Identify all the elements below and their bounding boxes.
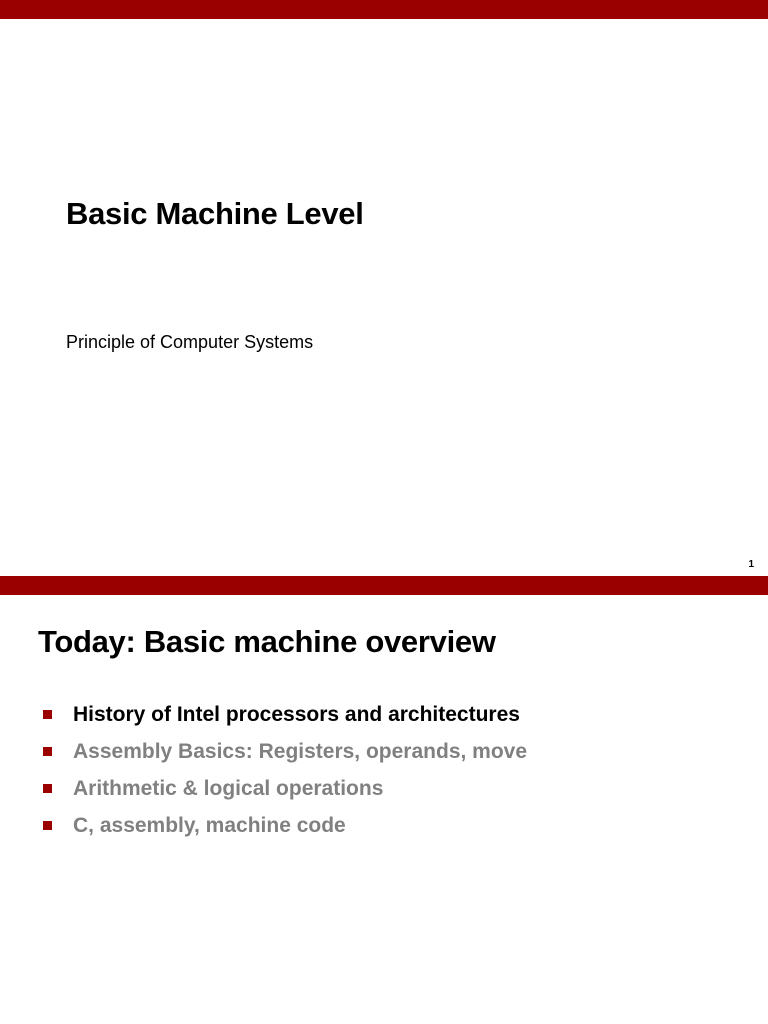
bullet-text: Assembly Basics: Registers, operands, move	[73, 739, 528, 763]
bullet-square-icon	[43, 784, 52, 793]
slide-top-bar	[0, 576, 768, 595]
bullet-square-icon	[43, 821, 52, 830]
bullet-text: C, assembly, machine code	[73, 813, 346, 837]
bullet-item	[40, 733, 527, 770]
bullet-text: History of Intel processors and architectures	[73, 702, 520, 726]
bullet-item	[40, 696, 527, 733]
slide-top-bar	[0, 0, 768, 19]
bullet-square-icon	[43, 710, 52, 719]
bullet-list	[40, 696, 527, 844]
overview-slide	[0, 576, 768, 1024]
page-number: 1	[748, 559, 754, 570]
bullet-item	[40, 807, 527, 844]
slide-title: Basic Machine Level	[66, 196, 364, 231]
bullet-text: Arithmetic & logical operations	[73, 776, 384, 800]
bullet-item	[40, 770, 527, 807]
bullet-square-icon	[43, 747, 52, 756]
slide-title: Today: Basic machine overview	[38, 624, 496, 659]
slide-subtitle: Principle of Computer Systems	[66, 332, 314, 352]
